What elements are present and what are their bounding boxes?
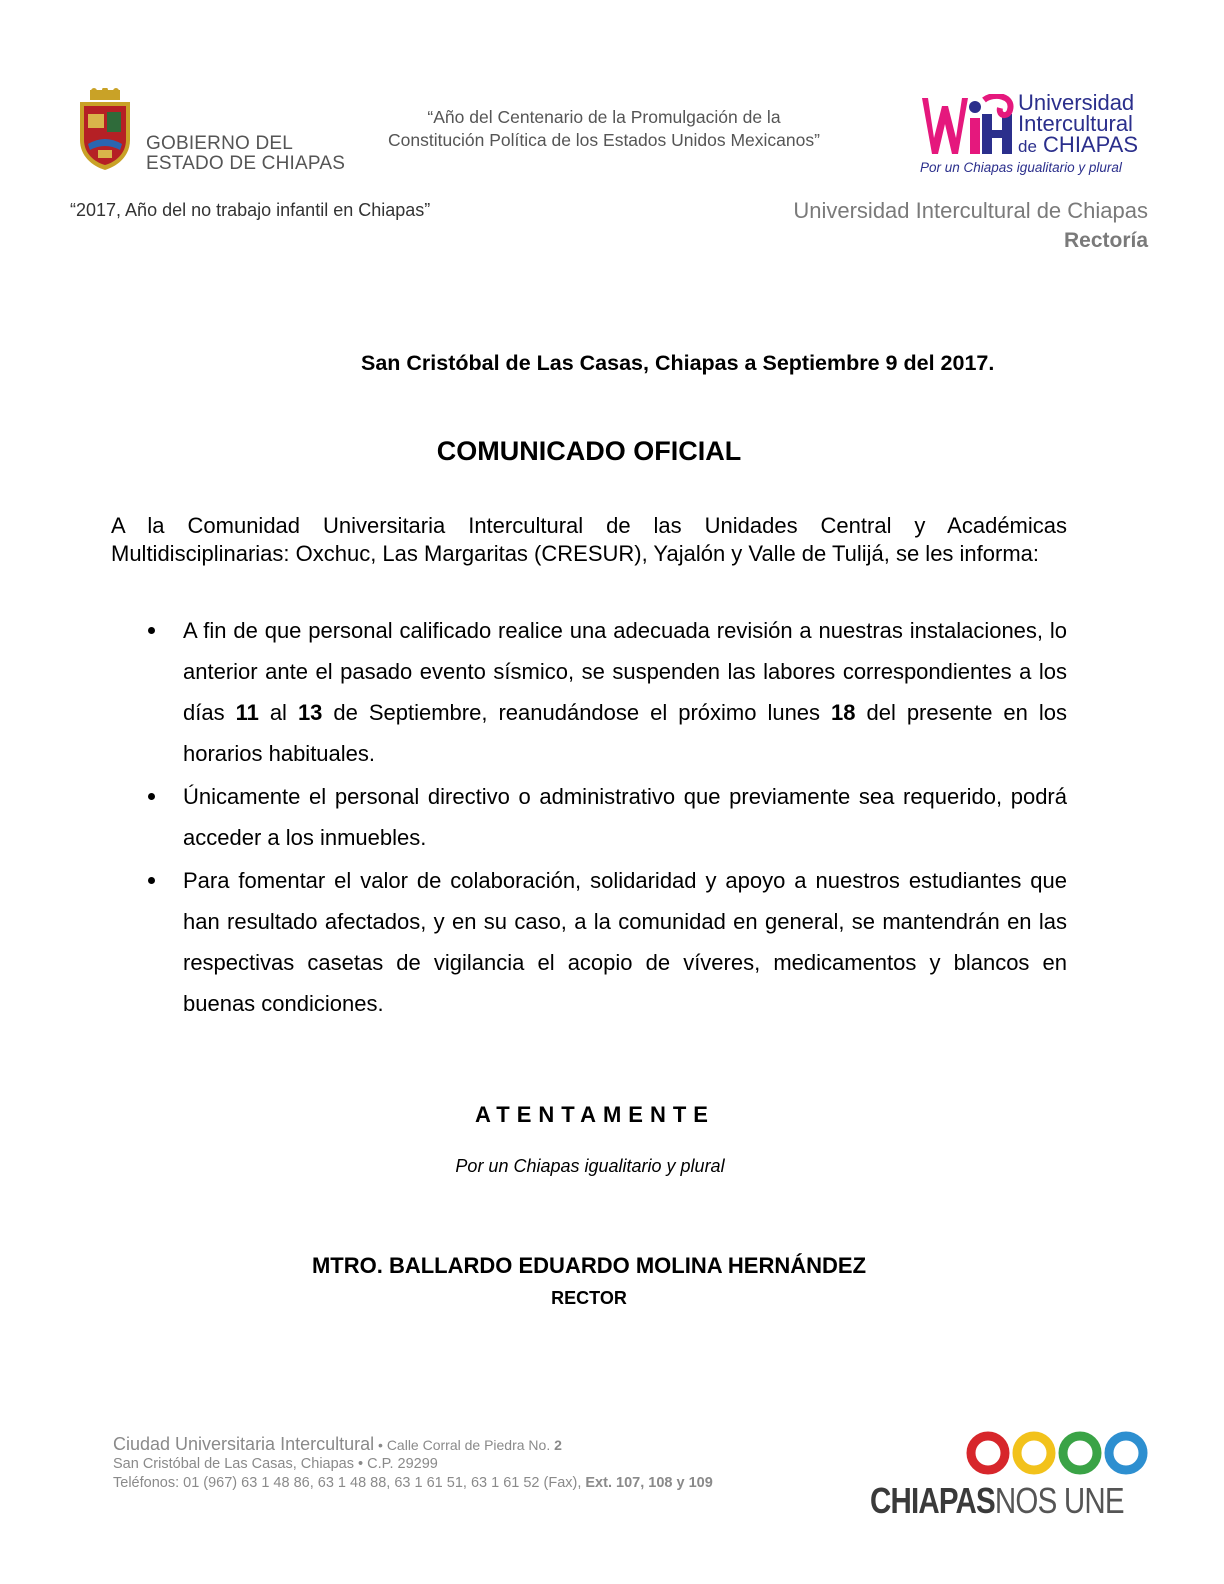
bullet-icon [148,627,155,634]
uni-name-line1: Universidad [1018,90,1135,115]
list-item: Para fomentar el valor de colaboración, solidaridad y apoyo a nuestros estudiantes que han resultado afectados, y en su caso, a la comunidad en general, se mantendrán en las respectivas casetas de vigilancia el acopio de víveres, medicamentos y blancos en buenas condiciones. [144,860,1067,1024]
uni-name-line2: Intercultural [1018,111,1133,136]
closing: ATENTAMENTE [475,1102,715,1127]
list-item: A fin de que personal calificado realice una adecuada revisión a nuestras instalaciones, lo anterior ante el pasado evento sísmico, se suspenden las labores correspondientes a los días 11 al 13 de Septiembre, reanudándose el próximo lunes 18 del presente en los horarios habituales. [144,610,1067,774]
year-motto: “2017, Año del no trabajo infantil en Chiapas” [70,200,431,220]
sender-university: Universidad Intercultural de Chiapas [793,198,1148,223]
signer-name: MTRO. BALLARDO EDUARDO MOLINA HERNÁNDEZ [311,1253,867,1278]
chiapas-wordmark: CHIAPASNOS UNE [870,1480,1124,1521]
footer-line3: Teléfonos: 01 (967) 63 1 48 86, 63 1 48 88, 63 1 61 51, 63 1 61 52 (Fax), Ext. 107, 108 y 109 [113,1475,713,1491]
document-title: COMUNICADO OFICIAL [436,436,742,466]
gov-coat-of-arms-icon [76,88,134,172]
closing-slogan: Por un Chiapas igualitario y plural [455,1156,725,1176]
gov-line2: ESTADO DE CHIAPAS [146,153,346,174]
sender-office: Rectoría [1063,229,1148,252]
uni-name-line3 [1018,134,1138,157]
footer-line1: Ciudad Universitaria Intercultural • Calle Corral de Piedra No. 2 [113,1434,562,1454]
gov-line1: GOBIERNO DEL [146,133,294,154]
notice-list [144,610,1067,1026]
centenario-line1: “Año del Centenario de la Promulgación de la [427,107,781,127]
university-name [1018,92,1138,157]
intro-paragraph: A la Comunidad Universitaria Intercultural de las Unidades Central y Académicas Multidisciplinarias: Oxchuc, Las Margaritas (CRESUR), Yajalón y Valle de Tulijá, se les informa: [111,513,1067,566]
uni-name-chiapas: CHIAPAS [1043,132,1138,157]
rings-icon [966,1428,1152,1478]
bullet-icon [148,793,155,800]
centenario-motto [344,106,864,152]
uni-logo-slogan: Por un Chiapas igualitario y plural [920,160,1122,175]
centenario-line2: Constitución Política de los Estados Unidos Mexicanos” [388,130,820,150]
university-mark-icon [918,94,1016,160]
footer-line2: San Cristóbal de Las Casas, Chiapas • C.P. 29299 [113,1456,438,1472]
university-logo [918,92,1154,178]
date-line: San Cristóbal de Las Casas, Chiapas a Septiembre 9 del 2017. [361,351,995,375]
signer-title: RECTOR [551,1288,627,1308]
chiapas-nos-une-logo [870,1428,1152,1520]
list-item: Únicamente el personal directivo o administrativo que previamente sea requerido, podrá acceder a los inmuebles. [144,776,1067,858]
uni-name-de: de [1018,137,1037,156]
gov-name [146,134,345,174]
bullet-icon [148,877,155,884]
sender-block [793,196,1148,256]
footer-address [113,1434,713,1493]
